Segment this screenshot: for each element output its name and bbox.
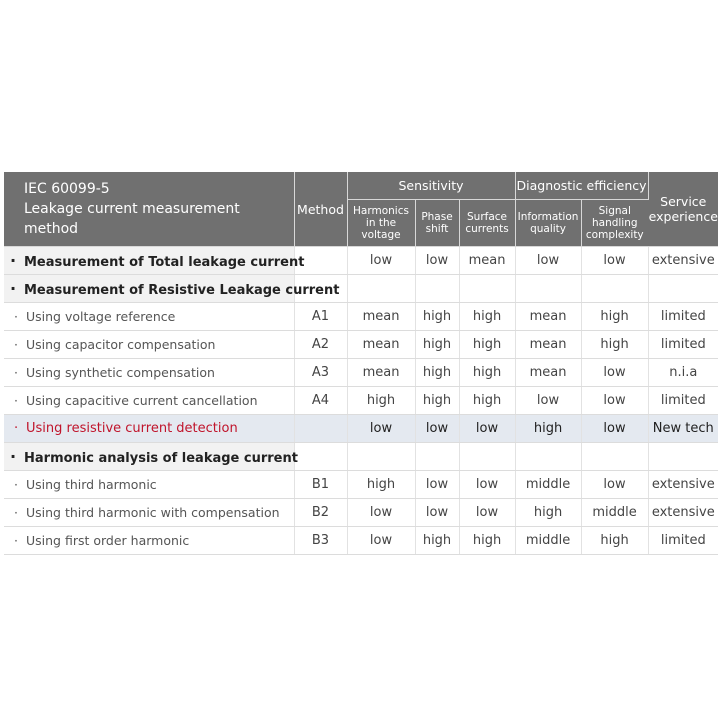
harmonics-cell: mean [347, 331, 415, 359]
method-cell [294, 415, 347, 443]
method-cell: A3 [294, 359, 347, 387]
section-row [4, 443, 718, 471]
harmonics-cell: low [347, 527, 415, 555]
phase-cell: high [415, 527, 459, 555]
surface-cell: low [459, 499, 515, 527]
table-subject: Leakage current measurement method [24, 201, 240, 237]
method-cell: A1 [294, 303, 347, 331]
method-row [4, 387, 718, 415]
info-cell [515, 443, 581, 471]
small-bullet-icon: · [14, 421, 19, 436]
small-bullet-icon: · [14, 337, 18, 352]
method-cell: B3 [294, 527, 347, 555]
phase-shift-column-header: Phase shift [415, 200, 459, 247]
service-cell: New tech [648, 415, 718, 443]
service-cell: extensive [648, 247, 718, 275]
method-row [4, 527, 718, 555]
surface-cell: mean [459, 247, 515, 275]
service-cell [648, 275, 718, 303]
method-cell [294, 443, 347, 471]
signal-cell: high [581, 527, 648, 555]
row-label: Using third harmonic with compensation [26, 505, 280, 520]
section-row [4, 247, 718, 275]
harmonics-cell: low [347, 499, 415, 527]
method-cell: A2 [294, 331, 347, 359]
signal-cell: low [581, 359, 648, 387]
phase-cell [415, 443, 459, 471]
row-label-cell [4, 387, 294, 415]
service-cell: limited [648, 331, 718, 359]
bullet-icon: · [10, 251, 17, 270]
info-cell: middle [515, 527, 581, 555]
signal-cell: low [581, 247, 648, 275]
service-cell [648, 443, 718, 471]
phase-cell: low [415, 415, 459, 443]
service-cell: extensive [648, 499, 718, 527]
harmonics-cell [347, 275, 415, 303]
row-label-cell [4, 471, 294, 499]
surface-cell: high [459, 527, 515, 555]
phase-cell: low [415, 499, 459, 527]
highlighted-method-row [4, 415, 718, 443]
service-cell: limited [648, 303, 718, 331]
signal-cell: high [581, 331, 648, 359]
row-label-cell [4, 275, 340, 303]
small-bullet-icon: · [14, 533, 18, 548]
service-cell: n.i.a [648, 359, 718, 387]
phase-cell: high [415, 359, 459, 387]
row-label-cell [4, 359, 294, 387]
table-title [4, 172, 294, 247]
method-row [4, 303, 718, 331]
info-cell: high [515, 499, 581, 527]
signal-cell: low [581, 471, 648, 499]
service-cell: extensive [648, 471, 718, 499]
standard-name: IEC 60099-5 [24, 181, 110, 197]
row-label: Using third harmonic [26, 477, 157, 492]
row-label: Using capacitive current cancellation [26, 393, 258, 408]
info-cell: low [515, 387, 581, 415]
row-label: Measurement of Resistive Leakage current [24, 283, 340, 298]
small-bullet-icon: · [14, 393, 18, 408]
info-cell: high [515, 415, 581, 443]
bullet-icon: · [10, 447, 17, 466]
method-cell: B2 [294, 499, 347, 527]
row-label-cell [4, 499, 294, 527]
row-label: Using synthetic compensation [26, 365, 215, 380]
row-label-cell [4, 527, 294, 555]
info-cell: mean [515, 331, 581, 359]
phase-cell: high [415, 331, 459, 359]
sensitivity-group-header: Sensitivity [347, 172, 515, 200]
section-row [4, 275, 718, 303]
signal-complexity-column-header: Signal handling complexity [581, 200, 648, 247]
info-cell: low [515, 247, 581, 275]
harmonics-cell: high [347, 471, 415, 499]
signal-cell: middle [581, 499, 648, 527]
harmonics-cell: high [347, 387, 415, 415]
surface-cell: high [459, 331, 515, 359]
phase-cell: low [415, 247, 459, 275]
info-cell: mean [515, 359, 581, 387]
surface-cell: low [459, 471, 515, 499]
phase-cell: high [415, 303, 459, 331]
small-bullet-icon: · [14, 505, 18, 520]
table-body [4, 247, 718, 555]
row-label: Using resistive current detection [26, 421, 238, 436]
small-bullet-icon: · [14, 477, 18, 492]
harmonics-column-header: Harmonics in the voltage [347, 200, 415, 247]
small-bullet-icon: · [14, 365, 18, 380]
method-row [4, 331, 718, 359]
method-row [4, 499, 718, 527]
row-label: Using first order harmonic [26, 533, 190, 548]
information-quality-column-header: Information quality [515, 200, 581, 247]
method-row [4, 471, 718, 499]
signal-cell: low [581, 387, 648, 415]
info-cell: mean [515, 303, 581, 331]
table-header [4, 172, 718, 247]
harmonics-cell: low [347, 415, 415, 443]
phase-cell: high [415, 387, 459, 415]
surface-cell: low [459, 415, 515, 443]
method-cell: A4 [294, 387, 347, 415]
signal-cell [581, 443, 648, 471]
harmonics-cell: low [347, 247, 415, 275]
surface-cell: high [459, 387, 515, 415]
surface-cell [459, 275, 515, 303]
leakage-method-comparison-table [4, 172, 718, 555]
row-label-cell [4, 443, 298, 471]
harmonics-cell: mean [347, 359, 415, 387]
method-row [4, 359, 718, 387]
row-label-cell [4, 415, 294, 443]
service-cell: limited [648, 387, 718, 415]
surface-cell: high [459, 303, 515, 331]
bullet-icon: · [10, 279, 17, 298]
row-label-cell [4, 331, 294, 359]
method-column-header: Method [294, 172, 347, 247]
method-cell: B1 [294, 471, 347, 499]
phase-cell: low [415, 471, 459, 499]
row-label: Using capacitor compensation [26, 337, 216, 352]
service-cell: limited [648, 527, 718, 555]
small-bullet-icon: · [14, 309, 18, 324]
signal-cell: low [581, 415, 648, 443]
signal-cell [581, 275, 648, 303]
surface-cell: high [459, 359, 515, 387]
harmonics-cell [347, 443, 415, 471]
row-label: Measurement of Total leakage current [24, 255, 305, 270]
surface-currents-column-header: Surface currents [459, 200, 515, 247]
service-experience-header: Service experience [648, 172, 718, 247]
diagnostic-efficiency-group-header: Diagnostic efficiency [515, 172, 648, 200]
surface-cell [459, 443, 515, 471]
harmonics-cell: mean [347, 303, 415, 331]
row-label: Using voltage reference [26, 309, 176, 324]
info-cell: middle [515, 471, 581, 499]
row-label: Harmonic analysis of leakage current [24, 451, 298, 466]
comparison-table-container [4, 172, 718, 555]
row-label-cell [4, 247, 305, 275]
phase-cell [415, 275, 459, 303]
signal-cell: high [581, 303, 648, 331]
info-cell [515, 275, 581, 303]
row-label-cell [4, 303, 294, 331]
